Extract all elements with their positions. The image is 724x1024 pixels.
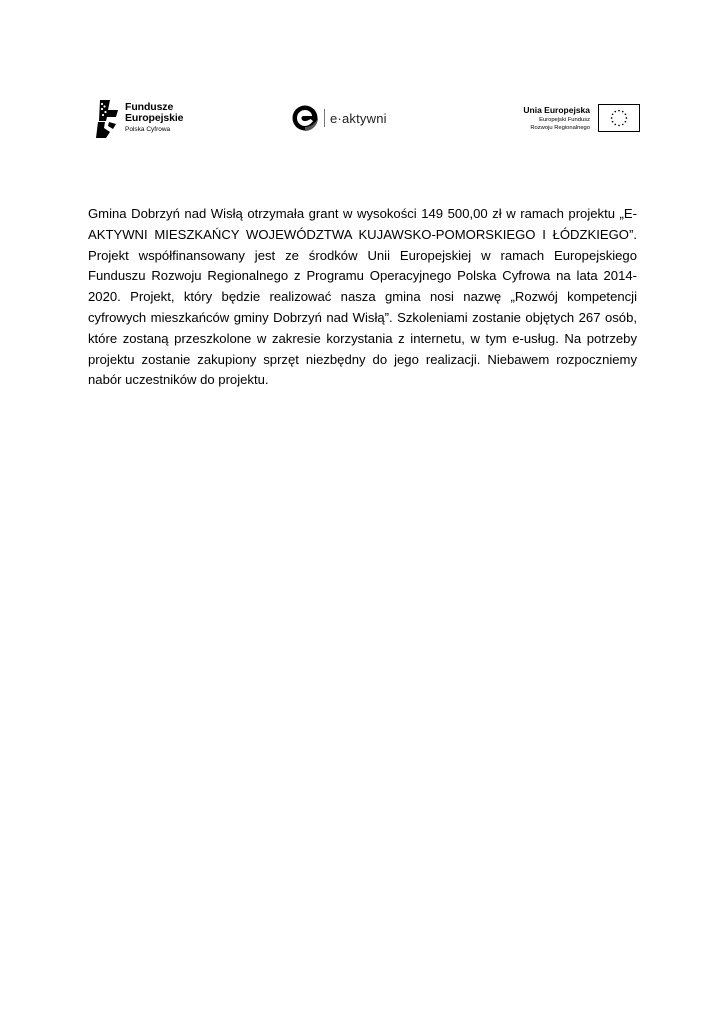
e-aktywni-swirl-icon <box>292 105 318 131</box>
e-aktywni-logo <box>292 98 412 138</box>
e-aktywni-text: e·aktywni <box>330 110 387 126</box>
fe-line1: Fundusze <box>125 100 174 113</box>
fundusze-europejskie-text <box>125 102 183 135</box>
fe-line3: Polska Cyfrowa <box>125 125 171 133</box>
ue-line1: Unia Europejska <box>523 104 590 115</box>
fundusze-europejskie-icon <box>96 98 120 138</box>
e-aktywni-separator <box>324 109 325 127</box>
document-paragraph: Gmina Dobrzyń nad Wisłą otrzymała grant w wysokości 149 500,00 zł w ramach projektu „E-AKTYWNI MIESZKAŃCY WOJEWÓDZTWA KUJAWSKO-POMORSKIEGO I ŁÓDZKIEGO”. Projekt współfinansowany jest ze środków Unii Europejskiej w ramach Europejskiego Funduszu Rozwoju Regionalnego z Programu Operacyjnego Polska Cyfrowa na lata 2014-2020. Projekt, który będzie realizować nasza gmina nosi nazwę „Rozwój kompetencji cyfrowych mieszkańców gminy Dobrzyń nad Wisłą”. Szkoleniami zostanie objętych 267 osób, które zostaną przeszkolone w zakresie korzystania z internetu, w tym e-usług. Na potrzeby projektu zostanie zakupiony sprzęt niezbędny do jego realizacji. Niebawem rozpoczniemy nabór uczestników do projektu. <box>88 206 637 388</box>
ue-line3: Rozwoju Regionalnego <box>530 124 590 131</box>
logo-bar <box>96 98 644 138</box>
fe-line2: Europejskie <box>125 111 184 124</box>
fundusze-europejskie-logo <box>96 98 206 138</box>
unia-europejska-text <box>512 105 590 132</box>
ue-line2: Europejski Fundusz <box>539 116 590 123</box>
unia-europejska-logo <box>512 98 642 138</box>
eu-flag-icon <box>598 104 640 132</box>
